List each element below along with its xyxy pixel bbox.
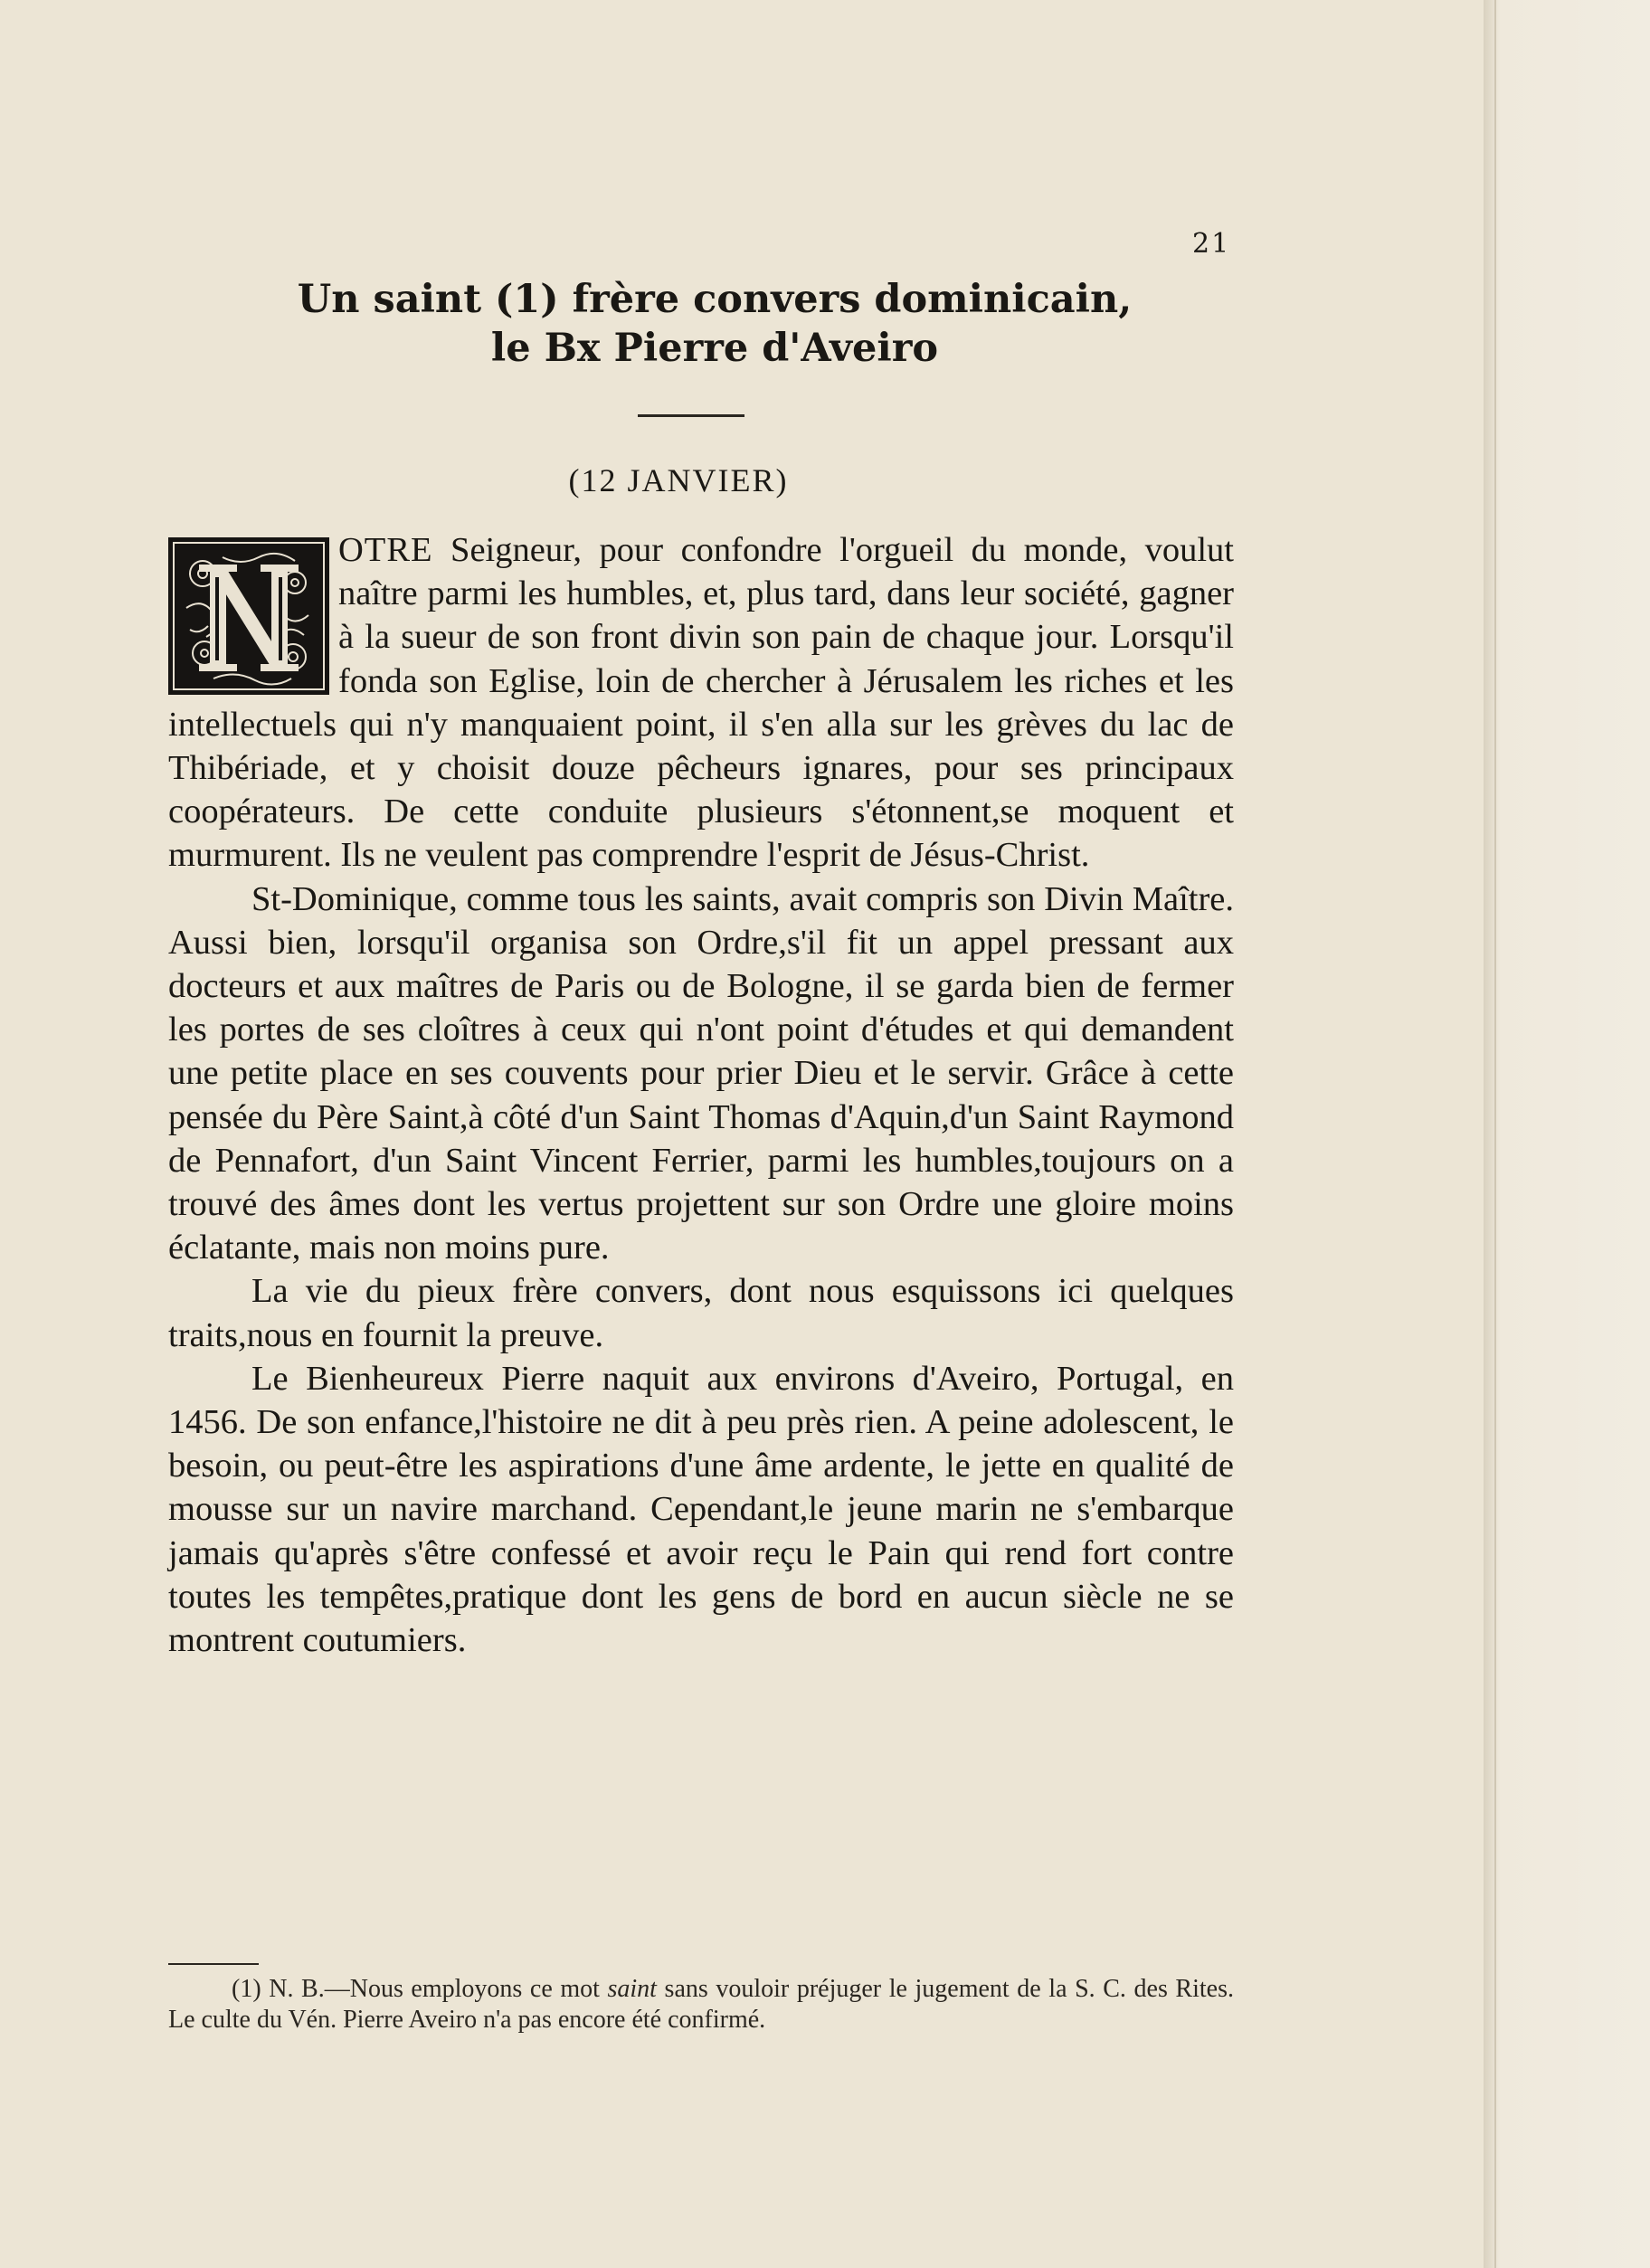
paragraph-3: La vie du pieux frère convers, dont nous esquissons ici quelques traits,nous en fournit la preuve. — [168, 1272, 1234, 1354]
title-divider — [638, 414, 744, 417]
paragraph-1-lead: OTRE — [338, 531, 433, 569]
page-edge-line — [1494, 0, 1496, 2268]
footnote-divider — [168, 1963, 259, 1965]
page-number: 21 — [1192, 228, 1231, 260]
footnote-italic-word: saint — [607, 1975, 657, 2003]
feast-date: (12 JANVIER) — [568, 462, 789, 498]
paragraph-1-text: Seigneur, pour confondre l'orgueil du monde, voulut naître parmi les humbles, et, plus tard, dans leur société, gagner à la sueur de son front divin son pain de chaque jour. Lorsqu'il fonda son Eglise, loin de chercher à Jérusalem les riches et les intellectuels qui n'y manquaient point, il s'en alla sur les grèves du lac de Thibériade, et y choisit douze pêcheurs ignares, pour ses principaux coopérateurs. De cette conduite plusieurs s'étonnent,se moquent et murmurent. Ils ne veulent pas comprendre l'esprit de Jésus-Christ. — [168, 531, 1234, 875]
article-title — [181, 275, 1248, 373]
article-title-line-2: le Bx Pierre d'Aveiro — [490, 326, 939, 371]
article-title-line-1: Un saint (1) frère convers dominicain, — [297, 277, 1133, 322]
paragraph-1 — [168, 528, 1234, 878]
paragraph-2: St-Dominique, comme tous les saints, avait compris son Divin Maître. Aussi bien, lorsqu'il organisa son Ordre,s'il fit un appel pressant aux docteurs et aux maîtres de Paris ou de Bologne, il se garda bien de fermer les portes de ses cloîtres à ceux qui n'ont point d'études et qui demandent une petite place en ses couvents pour prier Dieu et le servir. Grâce à cette pensée du Père Saint,à côté d'un Saint Thomas d'Aquin,d'un Saint Raymond de Pennafort, d'un Saint Vincent Ferrier, parmi les humbles,toujours on a trouvé des âmes dont les vertus projettent sur son Ordre une gloire moins éclatante, mais non moins pure. — [168, 879, 1234, 1267]
paragraph-4: Le Bienheureux Pierre naquit aux environs d'Aveiro, Portugal, en 1456. De son enfance,l'histoire ne dit à peu près rien. A peine adolescent, le besoin, ou peut-être les aspirations d'une âme ardente, le jette en qualité de mousse sur un navire marchand. Cependant,le jeune marin ne s'embarque jamais qu'après s'être confessé et avoir reçu le Pain qui rend fort contre toutes les tempêtes,pratique dont les gens de bord en aucun siècle ne se montrent coutumiers. — [168, 1359, 1234, 1660]
footnote-suffix: sans vouloir préjuger le jugement de la S. C. des Rites. Le culte du Vén. Pierre Aveiro n'a pas encore été confirmé. — [168, 1975, 1234, 2034]
ornamental-initial-n-icon — [168, 537, 329, 695]
next-page-edge — [1484, 0, 1650, 2268]
article-body — [168, 528, 1234, 1662]
footnote-prefix: (1) N. B.—Nous employons ce mot — [232, 1975, 608, 2003]
footnote — [168, 1974, 1234, 2036]
